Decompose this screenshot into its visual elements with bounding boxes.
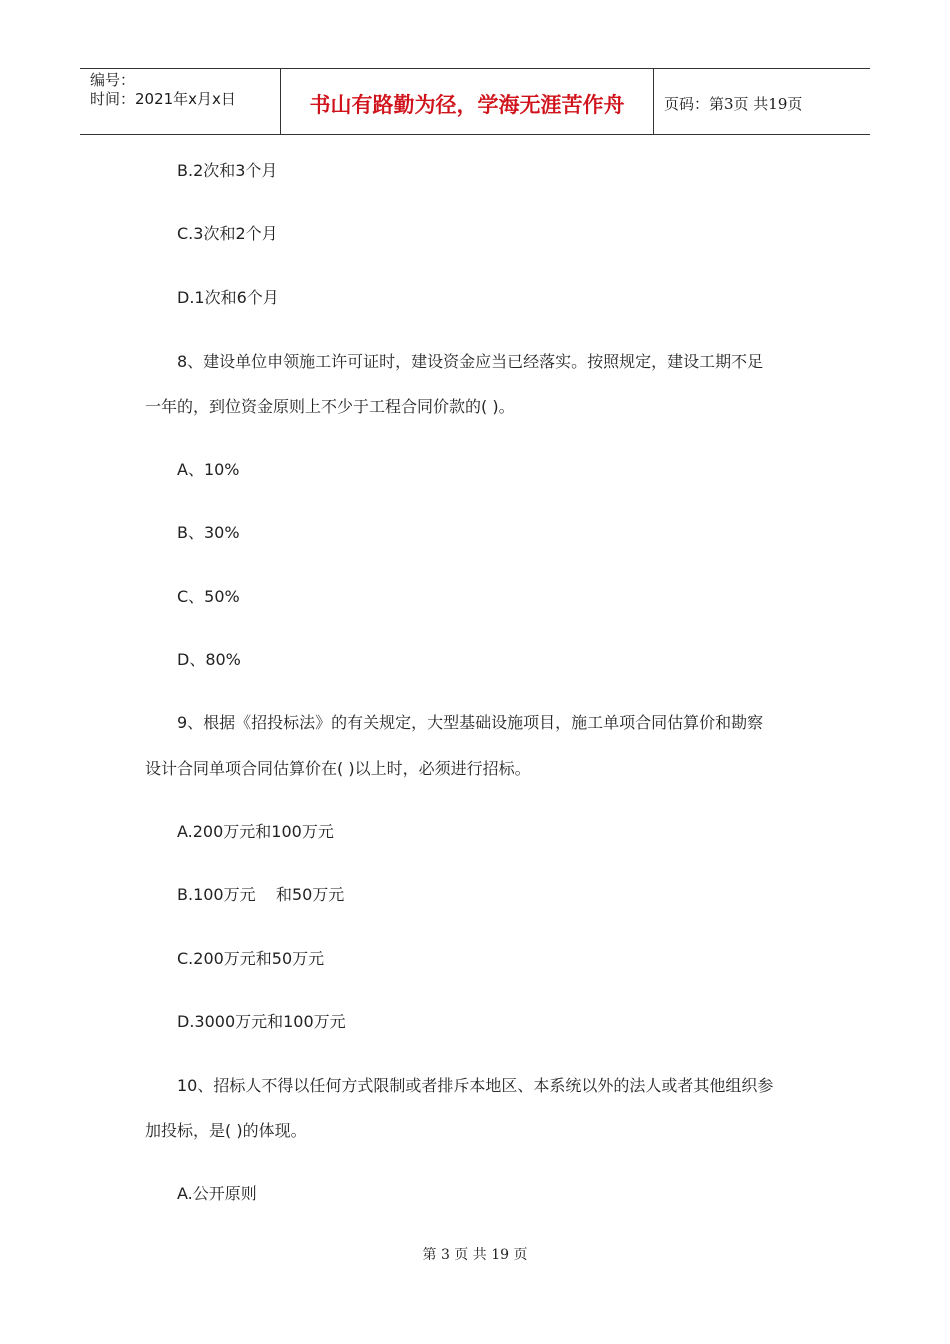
q9-option-d: D.3000万元和100万元 bbox=[177, 1012, 346, 1031]
header-page-number: 页码：第3页 共19页 bbox=[664, 95, 803, 113]
document-code-label: 编号： bbox=[90, 71, 136, 89]
q10-question-line2: 加投标，是( )的体现。 bbox=[145, 1121, 307, 1140]
q8-option-c: C、50% bbox=[177, 587, 240, 606]
header-motto-cell bbox=[281, 69, 654, 134]
page-footer: 第 3 页 共 19 页 bbox=[422, 1247, 528, 1263]
q10-option-a: A.公开原则 bbox=[177, 1184, 257, 1203]
q7-option-c: C.3次和2个月 bbox=[177, 224, 278, 243]
q9-option-a: A.200万元和100万元 bbox=[177, 822, 334, 841]
q10-question-line1: 10、招标人不得以任何方式限制或者排斥本地区、本系统以外的法人或者其他组织参 bbox=[177, 1076, 774, 1095]
header-page-cell bbox=[654, 69, 870, 134]
q9-option-b: B.100万元 和50万元 bbox=[177, 885, 345, 904]
q8-question-line2: 一年的，到位资金原则上不少于工程合同价款的( )。 bbox=[145, 397, 515, 416]
q8-option-a: A、10% bbox=[177, 460, 240, 479]
header-meta-cell bbox=[80, 69, 281, 134]
q8-question-line1: 8、建设单位申领施工许可证时，建设资金应当已经落实。按照规定，建设工期不足 bbox=[177, 352, 764, 371]
page-header bbox=[80, 68, 870, 135]
q7-option-d: D.1次和6个月 bbox=[177, 288, 279, 307]
q9-question-line2: 设计合同单项合同估算价在( )以上时，必须进行招标。 bbox=[145, 759, 531, 778]
q8-option-d: D、80% bbox=[177, 650, 241, 669]
document-time-label: 时间：2021年x月x日 bbox=[90, 90, 236, 108]
q9-question-line1: 9、根据《招投标法》的有关规定，大型基础设施项目，施工单项合同估算价和勘察 bbox=[177, 713, 764, 732]
q9-option-c: C.200万元和50万元 bbox=[177, 949, 325, 968]
q7-option-b: B.2次和3个月 bbox=[177, 161, 278, 180]
header-motto: 书山有路勤为径，学海无涯苦作舟 bbox=[309, 92, 625, 117]
q8-option-b: B、30% bbox=[177, 523, 240, 542]
